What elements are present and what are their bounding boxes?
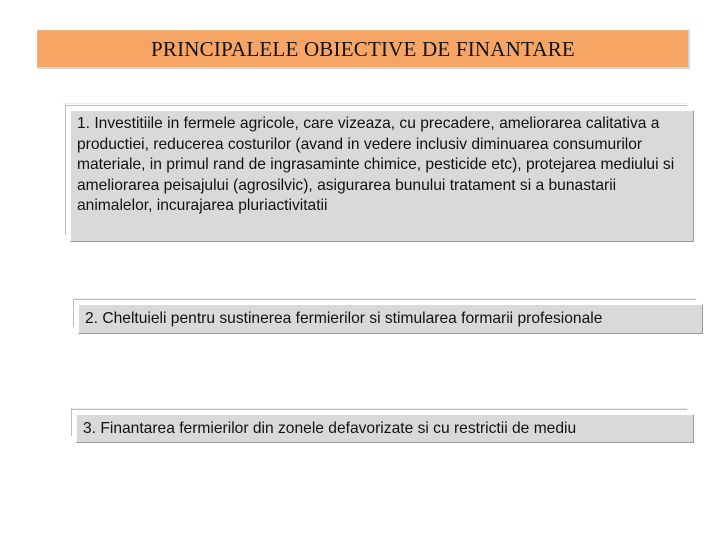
box-3-back-edge xyxy=(70,408,688,409)
objective-box-2 xyxy=(78,304,703,334)
objective-2-text: 2. Cheltuieli pentru sustinerea fermierilor si stimularea formarii profesionale xyxy=(85,310,603,327)
objective-1-text: 1. Investitiile in fermele agricole, care vizeaza, cu precadere, ameliorarea calitativa a productiei, reducerea costurilor (avand in vedere inclusiv diminuarea consumurilor materiale, in primul rand de ingrasaminte chimice, pesticide etc), protejarea mediului si ameliorarea peisajului (agrosilvic), asigurarea bunului tratament si a bunastarii animalelor, incurajarea pluriactivitatii xyxy=(77,115,675,214)
title-banner xyxy=(37,30,690,69)
objective-box-1 xyxy=(70,110,694,242)
box-2-back-edge xyxy=(72,298,697,299)
objective-3-text: 3. Finantarea fermierilor din zonele defavorizate si cu restrictii de mediu xyxy=(83,420,577,437)
page-title: PRINCIPALELE OBIECTIVE DE FINANTARE xyxy=(151,36,575,61)
box-1-back-edge xyxy=(63,103,687,104)
objective-box-3 xyxy=(76,414,694,443)
